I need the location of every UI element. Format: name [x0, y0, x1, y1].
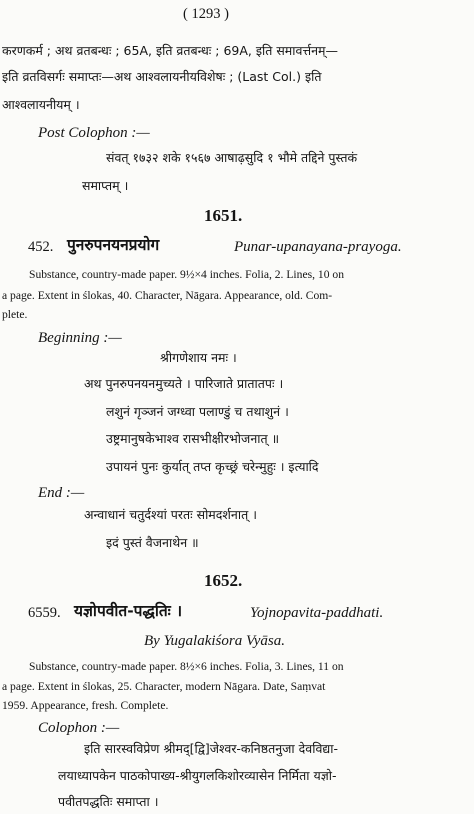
end-label: End :— [38, 485, 85, 501]
colophon-line: पवीतपद्धतिः समाप्ता । [58, 794, 159, 809]
ms-number: 452. [28, 239, 54, 255]
post-colophon-line-2: समाप्तम् । [82, 178, 129, 193]
entry-author: By Yugalakiśora Vyāsa. [144, 633, 285, 649]
description-line: Substance, country-made paper. 9½×4 inches. Folia, 2. Lines, 10 on [29, 268, 344, 281]
entry-title-roman: Punar-upanayana-prayoga. [234, 239, 402, 255]
colophon-label: Colophon :— [38, 720, 120, 736]
beginning-label: Beginning :— [38, 330, 122, 346]
top-line-3: आश्वलायनीयम् । [2, 97, 80, 112]
entry-title-devanagari: यज्ञोपवीत-पद्धतिः । [74, 602, 183, 620]
entry-number: 1651. [204, 206, 243, 225]
post-colophon-line-1: संवत् १७३२ शके १५६७ आषाढ़सुदि १ भौमे तद्दिने पुस्तकं [106, 150, 358, 165]
colophon-line: इति सारस्वविप्रेण श्रीमद्[द्वि]जेश्वर-कनिष्ठतनुजा देवविद्या- [84, 741, 339, 756]
beginning-line: उपायनं पुनः कुर्यात् तप्त कृच्छ्रं चरेन्मुहुः । इत्यादि [106, 459, 319, 474]
top-line-1: करणकर्म ; अथ व्रतबन्धः ; 65A, इति व्रतबन्धः ; 69A, इति समावर्त्तनम्— [2, 43, 339, 58]
entry-title-devanagari: पुनरुपनयनप्रयोग [67, 236, 160, 254]
beginning-line: लशुनं गृञ्जनं जग्ध्वा पलाण्डुं च तथाशुनं । [106, 404, 289, 419]
description-line: a page. Extent in ślokas, 25. Character, modern Nāgara. Date, Saṃvat [2, 680, 326, 693]
page-number: ( 1293 ) [183, 6, 229, 22]
entry-number: 1652. [204, 571, 243, 590]
end-line: अन्वाधानं चतुर्दश्यां परतः सोमदर्शनात् । [84, 507, 257, 522]
entry-title-roman: Yojnopavita-paddhati. [250, 605, 384, 621]
colophon-line: लयाध्यापकेन पाठकोपाख्य-श्रीयुगलकिशोरव्यासेन निर्मिता यज्ञो- [58, 768, 337, 783]
post-colophon-label: Post Colophon :— [38, 125, 150, 141]
beginning-line: श्रीगणेशाय नमः । [160, 350, 237, 365]
beginning-line: उष्ट्रमानुषकेभाश्व रासभीक्षीरभोजनात् ॥ [106, 431, 280, 446]
description-line: Substance, country-made paper. 8½×6 inches. Folia, 3. Lines, 11 on [29, 660, 344, 673]
beginning-line: अथ पुनरुपनयनमुच्यते । पारिजाते प्रातातपः । [84, 376, 284, 391]
description-line: 1959. Appearance, fresh. Complete. [2, 699, 169, 712]
ms-number: 6559. [28, 605, 61, 621]
end-line: इदं पुस्तं वैजनाथेन ॥ [106, 535, 199, 550]
description-line: plete. [2, 308, 28, 321]
top-line-2: इति व्रतविसर्गः समाप्तः—अथ आश्वलायनीयविशेषः ; (Last Col.) इति [2, 69, 322, 84]
description-line: a page. Extent in ślokas, 40. Character, Nāgara. Appearance, old. Com- [2, 289, 333, 302]
